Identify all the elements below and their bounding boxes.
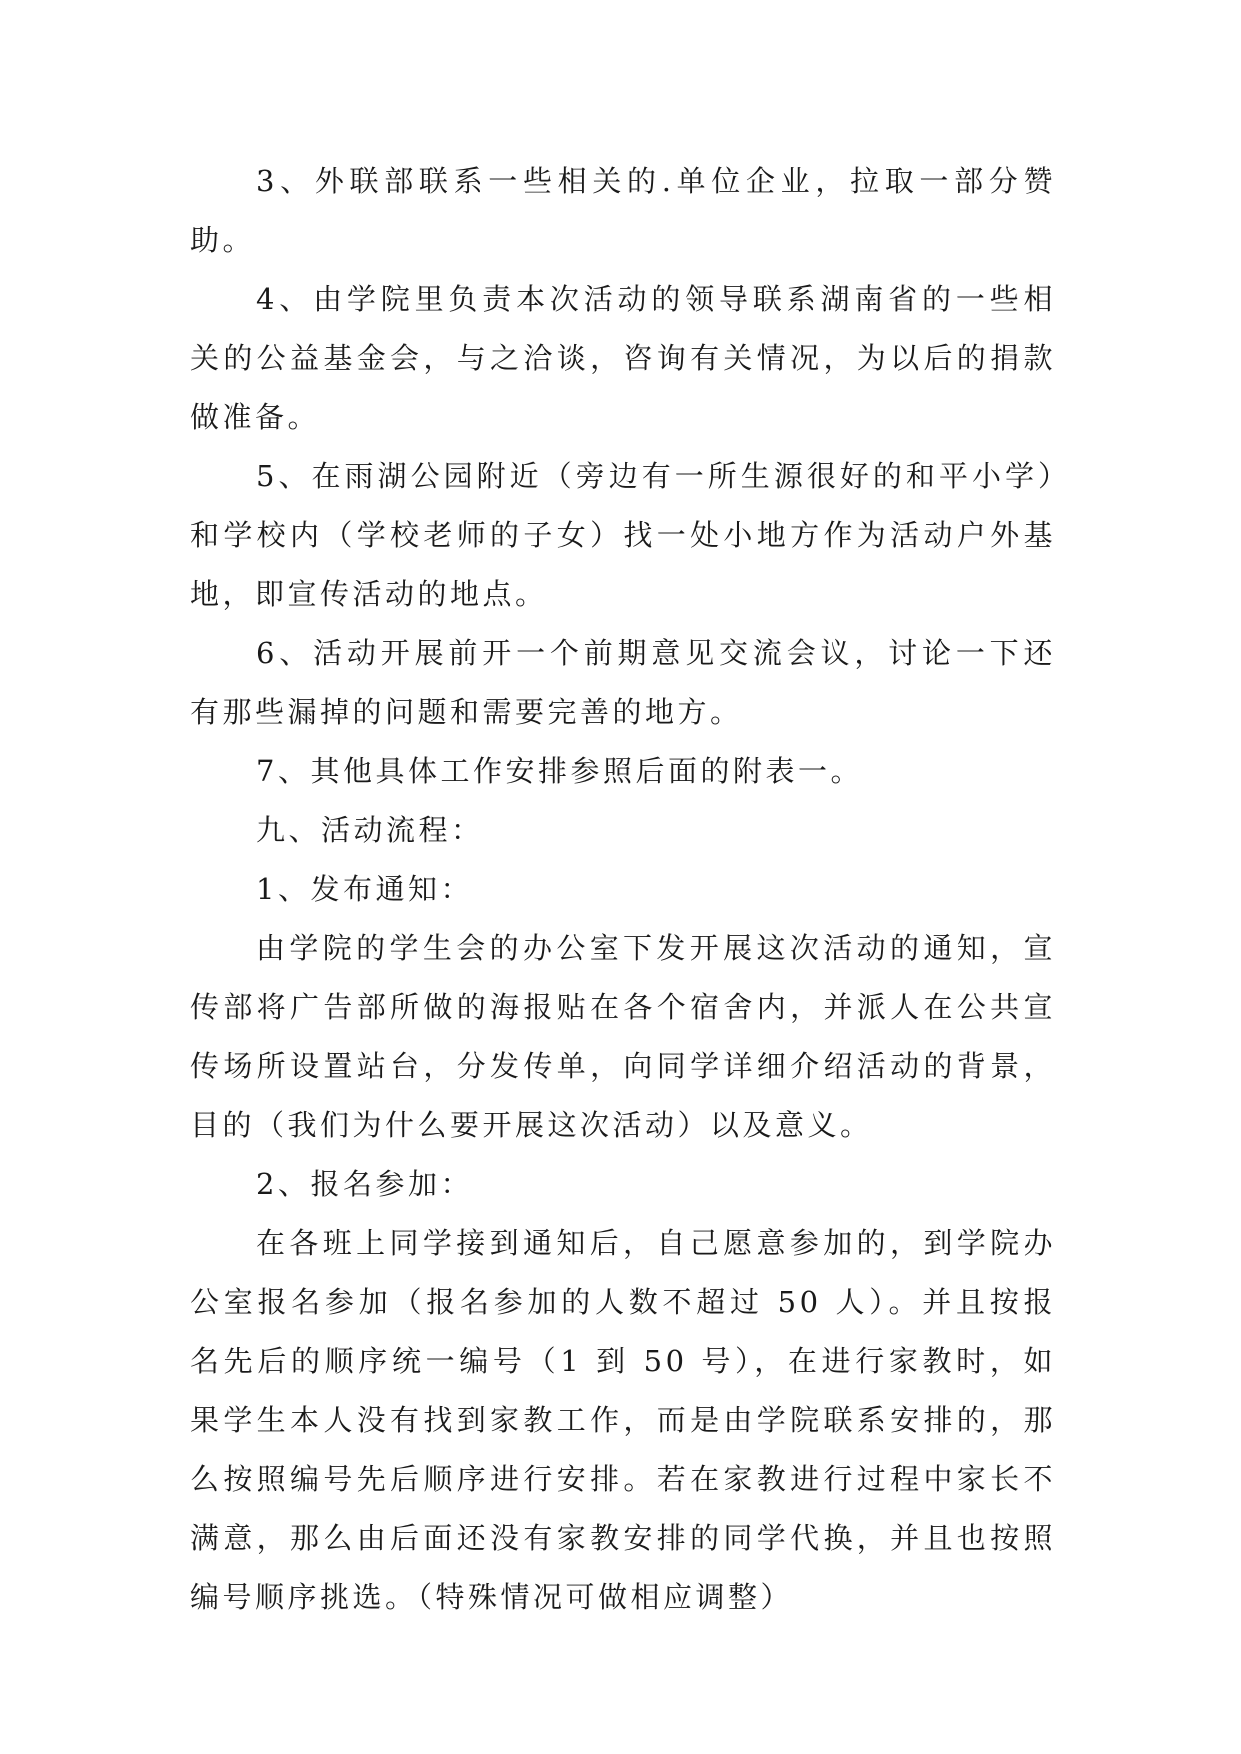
paragraph-registration: 在各班上同学接到通知后，自己愿意参加的，到学院办公室报名参加（报名参加的人数不超过 50 人）。并且按报名先后的顺序统一编号（1 到 50 号），在进行家教时，如果学生本人没有找到家教工作，而是由学院联系安排的，那么按照编号先后顺序进行安排。若在家教进行过程中家长不满意，那么由后面还没有家教安排的同学代换，并且也按照编号顺序挑选。（特殊情况可做相应调整） <box>190 1226 1056 1614</box>
paragraph-item-4: 4、由学院里负责本次活动的领导联系湖南省的一些相关的公益基金会，与之洽谈，咨询有关情况，为以后的捐款做准备。 <box>190 282 1056 434</box>
paragraph-item-5: 5、在雨湖公园附近（旁边有一所生源很好的和平小学）和学校内（学校老师的子女）找一处小地方作为活动户外基地，即宣传活动的地点。 <box>190 459 1056 611</box>
subheading-registration: 2、报名参加： <box>256 1167 473 1201</box>
section-heading-process: 九、活动流程： <box>256 813 484 847</box>
paragraph-item-3: 3、外联部联系一些相关的.单位企业，拉取一部分赞助。 <box>190 164 1056 257</box>
subheading-publish-notice: 1、发布通知： <box>256 872 473 906</box>
paragraph-publish-notice: 由学院的学生会的办公室下发开展这次活动的通知，宣传部将广告部所做的海报贴在各个宿舍内，并派人在公共宣传场所设置站台，分发传单，向同学详细介绍活动的背景，目的（我们为什么要开展这次活动）以及意义。 <box>190 931 1056 1142</box>
paragraph-item-7: 7、其他具体工作安排参照后面的附表一。 <box>256 754 863 788</box>
paragraph-item-6: 6、活动开展前开一个前期意见交流会议，讨论一下还有那些漏掉的问题和需要完善的地方。 <box>190 636 1056 729</box>
document-body <box>190 152 1056 1627</box>
